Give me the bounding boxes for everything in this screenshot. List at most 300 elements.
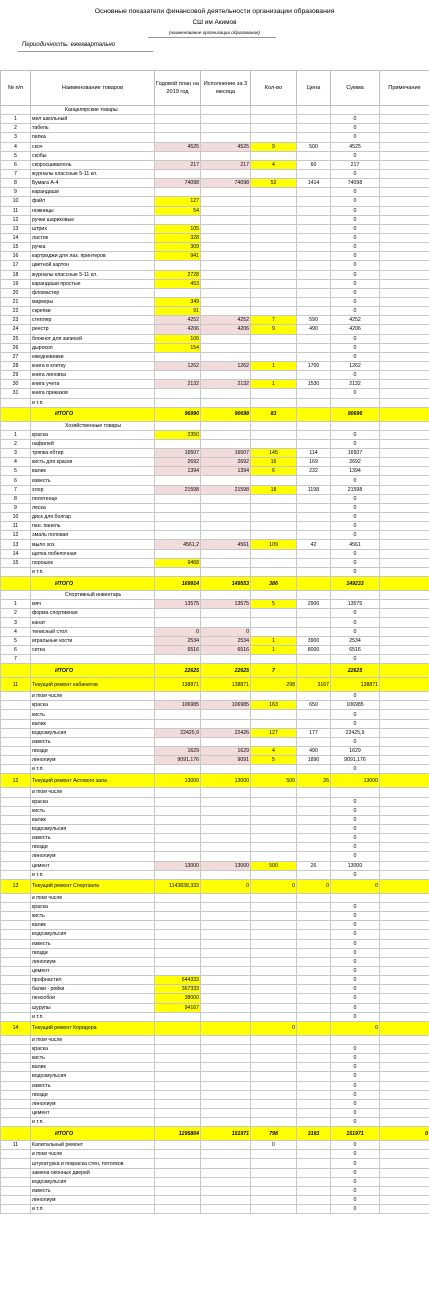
price-cell[interactable]: 60 [297,160,331,169]
exec-cell[interactable] [201,957,251,966]
note-cell[interactable] [380,325,429,334]
exec-cell[interactable]: 1394 [201,467,251,476]
note-cell[interactable] [380,398,429,407]
note-cell[interactable] [380,115,429,124]
name-cell[interactable]: краска [31,1044,155,1053]
exec-cell[interactable] [201,1150,251,1159]
exec-cell[interactable] [201,215,251,224]
exec-cell[interactable] [201,655,251,664]
exec-cell[interactable] [201,169,251,178]
name-cell[interactable]: книга в клетку [31,361,155,370]
qty-cell[interactable] [251,939,297,948]
note-cell[interactable] [380,224,429,233]
exec-cell[interactable] [201,834,251,843]
qty-cell[interactable] [251,503,297,512]
sum-cell[interactable]: 0 [331,252,380,261]
price-cell[interactable] [297,1118,331,1127]
name-cell[interactable]: известь [31,1186,155,1195]
name-cell[interactable]: табель [31,124,155,133]
plan-cell[interactable] [155,921,201,930]
number-cell[interactable] [1,1063,31,1072]
qty-cell[interactable] [251,243,297,252]
qty-cell[interactable] [251,169,297,178]
plan-cell[interactable] [155,966,201,975]
sum-cell[interactable] [331,421,380,430]
number-cell[interactable]: 3 [1,133,31,142]
exec-cell[interactable] [201,1196,251,1205]
name-cell[interactable]: игральные кости [31,636,155,645]
sum-cell[interactable]: 0 [331,1063,380,1072]
number-cell[interactable] [1,1168,31,1177]
plan-cell[interactable] [155,655,201,664]
plan-cell[interactable] [155,494,201,503]
qty-cell[interactable] [251,921,297,930]
sum-cell[interactable]: 0 [331,806,380,815]
exec-cell[interactable]: 138871 [201,678,251,692]
plan-cell[interactable] [155,1108,201,1117]
sum-cell[interactable]: 1262 [331,361,380,370]
qty-cell[interactable] [251,737,297,746]
plan-cell[interactable]: 38000 [155,994,201,1003]
price-cell[interactable] [297,994,331,1003]
qty-cell[interactable] [251,531,297,540]
sum-cell[interactable]: 0 [331,307,380,316]
qty-cell[interactable] [251,279,297,288]
plan-cell[interactable]: 217 [155,160,201,169]
price-cell[interactable]: 3193 [297,1127,331,1141]
name-cell[interactable]: папка [31,133,155,142]
number-cell[interactable] [1,398,31,407]
name-cell[interactable]: кисть [31,912,155,921]
note-cell[interactable] [380,133,429,142]
name-cell[interactable]: скрепки [31,307,155,316]
plan-cell[interactable] [155,609,201,618]
number-cell[interactable] [1,1035,31,1044]
name-cell[interactable]: и т.п. [31,1118,155,1127]
plan-cell[interactable] [155,912,201,921]
sum-cell[interactable]: 0 [331,1159,380,1168]
sum-cell[interactable] [331,893,380,902]
name-cell[interactable]: и т.п. [31,1205,155,1214]
exec-cell[interactable]: 1629 [201,747,251,756]
number-cell[interactable] [1,870,31,879]
number-cell[interactable]: 15 [1,243,31,252]
name-cell[interactable]: тенисный стол [31,627,155,636]
sum-cell[interactable]: 0 [331,215,380,224]
price-cell[interactable] [297,371,331,380]
note-cell[interactable] [380,513,429,522]
number-cell[interactable]: 11 [1,522,31,531]
name-cell[interactable]: дырокол [31,343,155,352]
name-cell[interactable]: ИТОГО [31,1127,155,1141]
exec-cell[interactable] [201,1044,251,1053]
name-cell[interactable]: ежедневники [31,352,155,361]
note-cell[interactable] [380,380,429,389]
col-qty-header[interactable]: Кол-во [251,71,297,106]
qty-cell[interactable] [251,1072,297,1081]
col-exec-header[interactable]: Исполнение за 3 месяца [201,71,251,106]
price-cell[interactable] [297,1150,331,1159]
note-cell[interactable] [380,1141,429,1150]
exec-cell[interactable]: 4252 [201,316,251,325]
note-cell[interactable] [380,449,429,458]
note-cell[interactable] [380,188,429,197]
qty-cell[interactable] [251,985,297,994]
qty-cell[interactable] [251,994,297,1003]
name-cell[interactable]: в том числе [31,692,155,701]
note-cell[interactable] [380,407,429,421]
exec-cell[interactable] [201,737,251,746]
price-cell[interactable] [297,843,331,852]
qty-cell[interactable] [251,1090,297,1099]
number-cell[interactable]: 7 [1,655,31,664]
name-cell[interactable]: сетка [31,645,155,654]
plan-cell[interactable] [155,957,201,966]
plan-cell[interactable]: 6516 [155,645,201,654]
plan-cell[interactable]: 1295804 [155,1127,201,1141]
name-cell[interactable]: валик [31,815,155,824]
exec-cell[interactable] [201,1081,251,1090]
plan-cell[interactable] [155,939,201,948]
price-cell[interactable] [297,797,331,806]
exec-cell[interactable] [201,494,251,503]
exec-cell[interactable] [201,124,251,133]
note-cell[interactable] [380,343,429,352]
exec-cell[interactable]: 90698 [201,407,251,421]
exec-cell[interactable] [201,1054,251,1063]
exec-cell[interactable] [201,788,251,797]
price-cell[interactable]: 26 [297,774,331,788]
qty-cell[interactable]: 83 [251,407,297,421]
note-cell[interactable] [380,261,429,270]
number-cell[interactable] [1,806,31,815]
plan-cell[interactable]: 106985 [155,701,201,710]
note-cell[interactable] [380,957,429,966]
exec-cell[interactable] [201,389,251,398]
number-cell[interactable]: 13 [1,224,31,233]
qty-cell[interactable] [251,124,297,133]
exec-cell[interactable] [201,307,251,316]
price-cell[interactable]: 3900 [297,636,331,645]
number-cell[interactable] [1,994,31,1003]
plan-cell[interactable]: 13000 [155,774,201,788]
price-cell[interactable] [297,567,331,576]
price-cell[interactable]: 8000 [297,645,331,654]
plan-cell[interactable]: 2132 [155,380,201,389]
note-cell[interactable] [380,719,429,728]
number-cell[interactable] [1,421,31,430]
note-cell[interactable] [380,1003,429,1012]
plan-cell[interactable]: 1262 [155,361,201,370]
number-cell[interactable]: 12 [1,531,31,540]
sum-cell[interactable]: 0 [331,151,380,160]
number-cell[interactable] [1,728,31,737]
name-cell[interactable]: Спортивный инвентарь [31,591,155,600]
plan-cell[interactable] [155,618,201,627]
number-cell[interactable] [1,737,31,746]
col-number-header[interactable]: № п/п [1,71,31,106]
exec-cell[interactable] [201,476,251,485]
note-cell[interactable] [380,765,429,774]
name-cell[interactable]: известь [31,476,155,485]
number-cell[interactable]: 8 [1,179,31,188]
note-cell[interactable] [380,1063,429,1072]
plan-cell[interactable]: 94167 [155,1003,201,1012]
price-cell[interactable] [297,806,331,815]
plan-cell[interactable] [155,834,201,843]
price-cell[interactable]: 177 [297,728,331,737]
qty-cell[interactable] [251,1159,297,1168]
exec-cell[interactable] [201,261,251,270]
price-cell[interactable] [297,558,331,567]
price-cell[interactable]: 2900 [297,600,331,609]
note-cell[interactable] [380,243,429,252]
number-cell[interactable]: 5 [1,467,31,476]
exec-cell[interactable] [201,233,251,242]
note-cell[interactable] [380,1118,429,1127]
note-cell[interactable] [380,618,429,627]
exec-cell[interactable] [201,719,251,728]
number-cell[interactable]: 11 [1,678,31,692]
plan-cell[interactable]: 1143838,333 [155,879,201,893]
exec-cell[interactable] [201,939,251,948]
number-cell[interactable]: 27 [1,352,31,361]
qty-cell[interactable]: 386 [251,577,297,591]
price-cell[interactable]: 1530 [297,380,331,389]
sum-cell[interactable]: 2132 [331,380,380,389]
qty-cell[interactable]: 1 [251,636,297,645]
qty-cell[interactable] [251,558,297,567]
sum-cell[interactable]: 0 [331,618,380,627]
note-cell[interactable] [380,1168,429,1177]
plan-cell[interactable] [155,870,201,879]
plan-cell[interactable]: 941 [155,252,201,261]
number-cell[interactable]: 23 [1,316,31,325]
note-cell[interactable] [380,215,429,224]
exec-cell[interactable] [201,1012,251,1021]
qty-cell[interactable] [251,834,297,843]
price-cell[interactable] [297,577,331,591]
exec-cell[interactable] [201,710,251,719]
exec-cell[interactable] [201,430,251,439]
plan-cell[interactable] [155,567,201,576]
name-cell[interactable]: валик [31,719,155,728]
name-cell[interactable]: тряпка обтир [31,449,155,458]
number-cell[interactable] [1,1081,31,1090]
price-cell[interactable] [297,1099,331,1108]
note-cell[interactable] [380,421,429,430]
note-cell[interactable] [380,912,429,921]
number-cell[interactable]: 2 [1,439,31,448]
plan-cell[interactable] [155,893,201,902]
note-cell[interactable] [380,288,429,297]
qty-cell[interactable] [251,1081,297,1090]
price-cell[interactable] [297,407,331,421]
exec-cell[interactable] [201,398,251,407]
name-cell[interactable]: маркеры [31,297,155,306]
name-cell[interactable]: в том числе [31,788,155,797]
plan-cell[interactable] [155,815,201,824]
name-cell[interactable]: линолиум [31,756,155,765]
note-cell[interactable] [380,843,429,852]
qty-cell[interactable] [251,870,297,879]
name-cell[interactable]: Текущий ремонт кабинетов [31,678,155,692]
sum-cell[interactable]: 0 [331,852,380,861]
price-cell[interactable] [297,389,331,398]
price-cell[interactable] [297,912,331,921]
qty-cell[interactable] [251,334,297,343]
col-plan-header[interactable]: Годовой план на 2019 год [155,71,201,106]
price-cell[interactable] [297,439,331,448]
plan-cell[interactable] [155,106,201,115]
qty-cell[interactable] [251,852,297,861]
number-cell[interactable] [1,591,31,600]
sum-cell[interactable]: 0 [331,430,380,439]
sum-cell[interactable]: 0 [331,133,380,142]
plan-cell[interactable]: 349 [155,297,201,306]
name-cell[interactable]: и т.п. [31,870,155,879]
name-cell[interactable]: нафилей [31,439,155,448]
exec-cell[interactable]: 106985 [201,701,251,710]
exec-cell[interactable] [201,1003,251,1012]
name-cell[interactable]: кисть для краски [31,458,155,467]
number-cell[interactable] [1,407,31,421]
qty-cell[interactable] [251,133,297,142]
note-cell[interactable]: 0 [380,1127,429,1141]
note-cell[interactable] [380,692,429,701]
plan-cell[interactable] [155,1168,201,1177]
sum-cell[interactable]: 0 [331,1177,380,1186]
qty-cell[interactable]: 9 [251,325,297,334]
plan-cell[interactable] [155,133,201,142]
price-cell[interactable] [297,609,331,618]
number-cell[interactable] [1,1012,31,1021]
sum-cell[interactable]: 0 [331,1150,380,1159]
exec-cell[interactable] [201,224,251,233]
number-cell[interactable]: 30 [1,380,31,389]
note-cell[interactable] [380,797,429,806]
note-cell[interactable] [380,870,429,879]
qty-cell[interactable]: 0 [251,1141,297,1150]
name-cell[interactable]: ИТОГО [31,577,155,591]
name-cell[interactable]: линолиум [31,1099,155,1108]
exec-cell[interactable] [201,297,251,306]
name-cell[interactable]: краска [31,430,155,439]
price-cell[interactable] [297,124,331,133]
exec-cell[interactable] [201,985,251,994]
plan-cell[interactable] [155,1063,201,1072]
exec-cell[interactable] [201,921,251,930]
name-cell[interactable] [31,655,155,664]
qty-cell[interactable] [251,439,297,448]
price-cell[interactable] [297,252,331,261]
qty-cell[interactable] [251,1177,297,1186]
note-cell[interactable] [380,824,429,833]
number-cell[interactable] [1,948,31,957]
number-cell[interactable]: 21 [1,297,31,306]
name-cell[interactable]: Текущий ремонт Коридора [31,1021,155,1035]
qty-cell[interactable]: 1 [251,361,297,370]
exec-cell[interactable] [201,115,251,124]
price-cell[interactable] [297,1035,331,1044]
number-cell[interactable]: 1 [1,600,31,609]
price-cell[interactable] [297,1044,331,1053]
name-cell[interactable]: шурупы [31,1003,155,1012]
qty-cell[interactable] [251,307,297,316]
qty-cell[interactable] [251,788,297,797]
qty-cell[interactable] [251,815,297,824]
qty-cell[interactable] [251,957,297,966]
note-cell[interactable] [380,645,429,654]
sum-cell[interactable]: 0 [331,279,380,288]
plan-cell[interactable] [155,692,201,701]
note-cell[interactable] [380,976,429,985]
exec-cell[interactable] [201,966,251,975]
name-cell[interactable]: в том числе [31,893,155,902]
number-cell[interactable] [1,1072,31,1081]
note-cell[interactable] [380,879,429,893]
price-cell[interactable] [297,169,331,178]
price-cell[interactable]: 650 [297,701,331,710]
exec-cell[interactable] [201,151,251,160]
name-cell[interactable]: гвозди [31,1090,155,1099]
sum-cell[interactable]: 0 [331,737,380,746]
plan-cell[interactable]: 4525 [155,142,201,151]
sum-cell[interactable]: 90696 [331,407,380,421]
number-cell[interactable] [1,1196,31,1205]
sum-cell[interactable]: 2692 [331,458,380,467]
price-cell[interactable] [297,398,331,407]
qty-cell[interactable] [251,1054,297,1063]
col-name-header[interactable]: Наименование товаров [31,71,155,106]
number-cell[interactable] [1,701,31,710]
note-cell[interactable] [380,252,429,261]
name-cell[interactable]: и т.п. [31,567,155,576]
name-cell[interactable]: линолиум [31,957,155,966]
exec-cell[interactable] [201,531,251,540]
sum-cell[interactable]: 0 [331,1141,380,1150]
plan-cell[interactable]: 1629 [155,747,201,756]
number-cell[interactable]: 13 [1,540,31,549]
plan-cell[interactable]: 138871 [155,678,201,692]
exec-cell[interactable] [201,1159,251,1168]
exec-cell[interactable] [201,1186,251,1195]
number-cell[interactable] [1,852,31,861]
sum-cell[interactable]: 4252 [331,316,380,325]
number-cell[interactable] [1,1205,31,1214]
sum-cell[interactable]: 0 [331,1021,380,1035]
plan-cell[interactable]: 644333 [155,976,201,985]
exec-cell[interactable] [201,912,251,921]
qty-cell[interactable]: 6 [251,467,297,476]
note-cell[interactable] [380,1090,429,1099]
note-cell[interactable] [380,577,429,591]
sum-cell[interactable]: 0 [331,352,380,361]
name-cell[interactable]: пенообои [31,994,155,1003]
exec-cell[interactable] [201,591,251,600]
name-cell[interactable]: линолиум [31,1196,155,1205]
qty-cell[interactable] [251,1108,297,1117]
note-cell[interactable] [380,467,429,476]
price-cell[interactable] [297,788,331,797]
plan-cell[interactable] [155,765,201,774]
sum-cell[interactable]: 0 [331,494,380,503]
sum-cell[interactable]: 0 [331,233,380,242]
number-cell[interactable] [1,106,31,115]
note-cell[interactable] [380,939,429,948]
price-cell[interactable] [297,151,331,160]
name-cell[interactable]: полотенце [31,494,155,503]
